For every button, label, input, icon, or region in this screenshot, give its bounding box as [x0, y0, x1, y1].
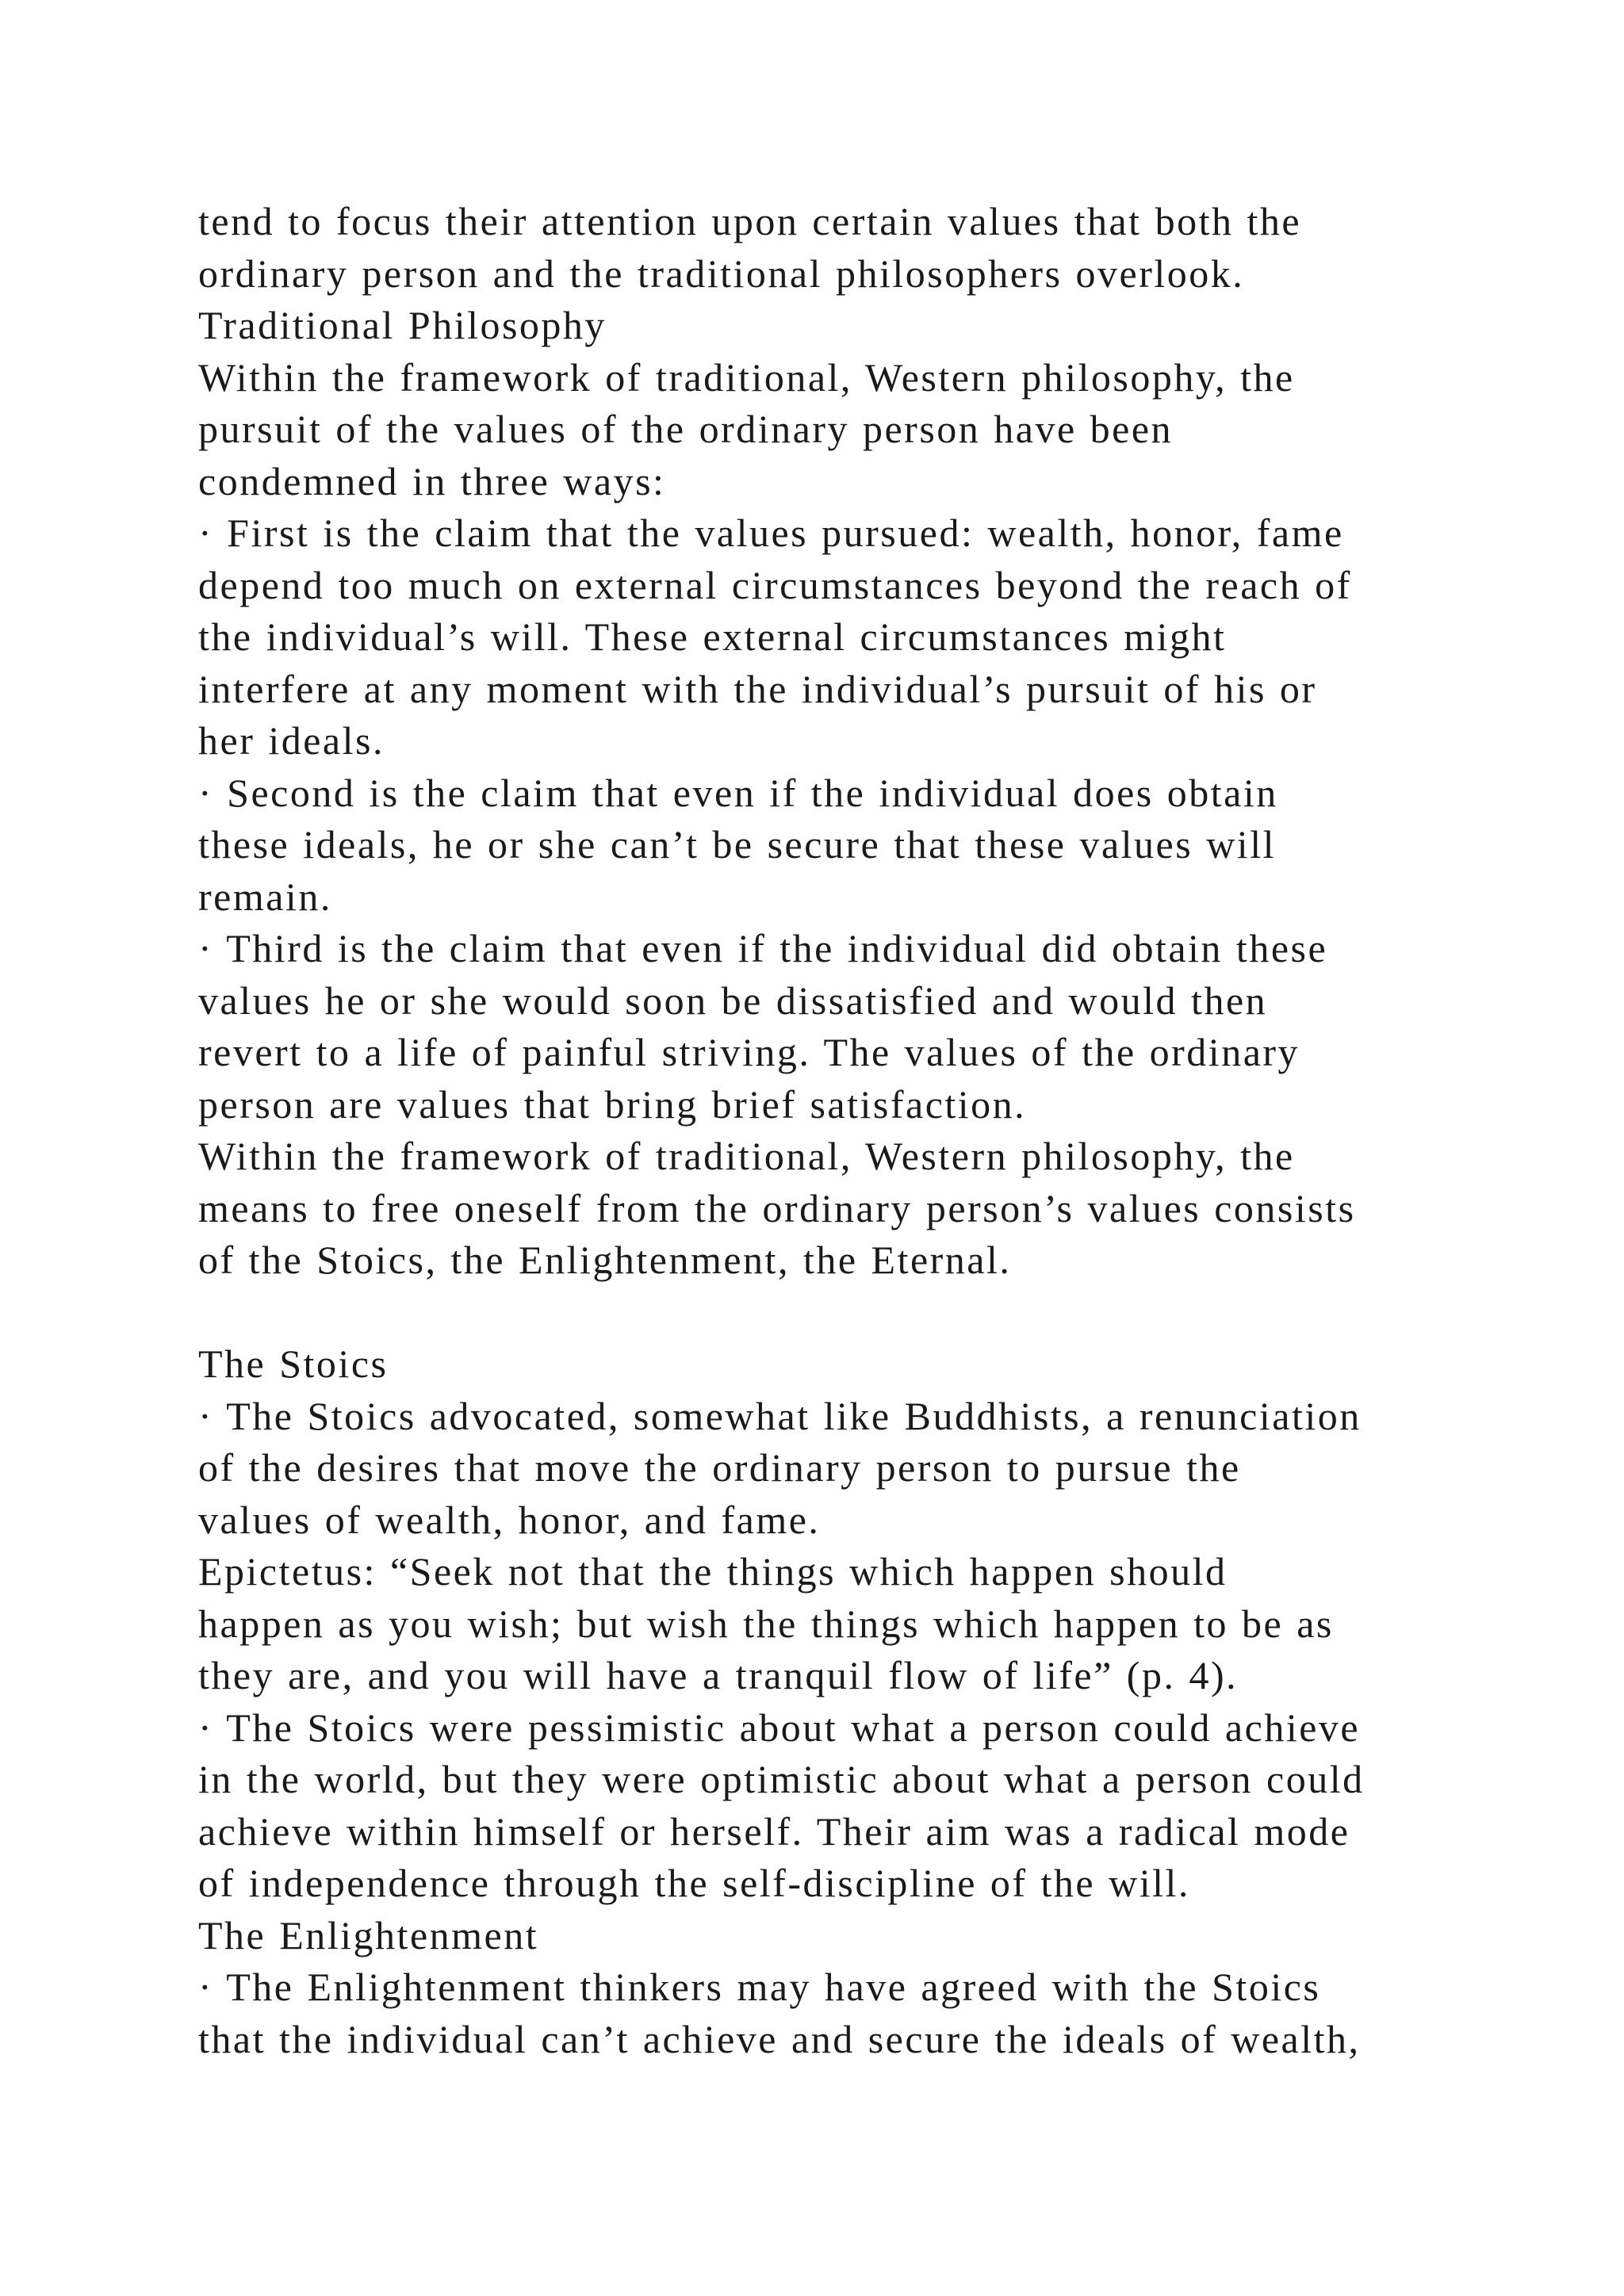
- bullet-line: · The Enlightenment thinkers may have agreed with the Stoics: [198, 1965, 1321, 2009]
- bullet-line: · Second is the claim that even if the individual does obtain: [198, 770, 1278, 815]
- text-line: values he or she would soon be dissatisfied and would then: [198, 978, 1268, 1023]
- bullet-line: · The Stoics were pessimistic about what a person could achieve: [198, 1705, 1361, 1750]
- text-line: that the individual can’t achieve and secure the ideals of wealth,: [198, 2016, 1361, 2061]
- text-line: person are values that bring brief satisfaction.: [198, 1081, 1027, 1127]
- text-line: interfere at any moment with the individual’s pursuit of his or: [198, 666, 1317, 711]
- section-heading: The Enlightenment: [198, 1912, 539, 1957]
- text-line: revert to a life of painful striving. The values of the ordinary: [198, 1030, 1300, 1074]
- text-line: of independence through the self-discipline of the will.: [198, 1861, 1190, 1905]
- quote-line: happen as you wish; but wish the things which happen to be as: [198, 1601, 1334, 1646]
- text-line: of the Stoics, the Enlightenment, the Eternal.: [198, 1238, 1012, 1282]
- text-line: of the desires that move the ordinary person to pursue the: [198, 1445, 1241, 1490]
- text-line: depend too much on external circumstances beyond the reach of: [198, 562, 1352, 607]
- quote-line: they are, and you will have a tranquil flow of life” (p. 4).: [198, 1653, 1239, 1697]
- bullet-line: · Third is the claim that even if the individual did obtain these: [198, 926, 1328, 970]
- bullet-line: · The Stoics advocated, somewhat like Buddhists, a renunciation: [198, 1393, 1362, 1438]
- document-page: [198, 196, 1499, 2065]
- text-line: achieve within himself or herself. Their aim was a radical mode: [198, 1808, 1350, 1854]
- text-line: pursuit of the values of the ordinary person have been: [198, 407, 1174, 451]
- text-line: means to free oneself from the ordinary person’s values consists: [198, 1185, 1356, 1230]
- text-line: values of wealth, honor, and fame.: [198, 1497, 821, 1542]
- text-line: in the world, but they were optimistic about what a person could: [198, 1757, 1365, 1801]
- text-line: the individual’s will. These external circumstances might: [198, 614, 1227, 659]
- quote-line: Epictetus: “Seek not that the things which happen should: [198, 1549, 1228, 1594]
- bullet-line: · First is the claim that the values pursued: wealth, honor, fame: [198, 511, 1344, 555]
- section-heading: The Stoics: [198, 1341, 389, 1386]
- section-heading: Traditional Philosophy: [198, 303, 607, 347]
- text-line: Within the framework of traditional, Western philosophy, the: [198, 1134, 1295, 1178]
- text-line: Within the framework of traditional, Western philosophy, the: [198, 354, 1295, 400]
- blank-line: [198, 1287, 1499, 1339]
- text-line: ordinary person and the traditional philosophers overlook.: [198, 251, 1245, 296]
- text-line: condemned in three ways:: [198, 458, 666, 503]
- text-line: these ideals, he or she can’t be secure that these values will: [198, 822, 1276, 867]
- text-line: her ideals.: [198, 718, 385, 763]
- text-line: remain.: [198, 874, 332, 919]
- text-line: tend to focus their attention upon certain values that both the: [198, 199, 1302, 243]
